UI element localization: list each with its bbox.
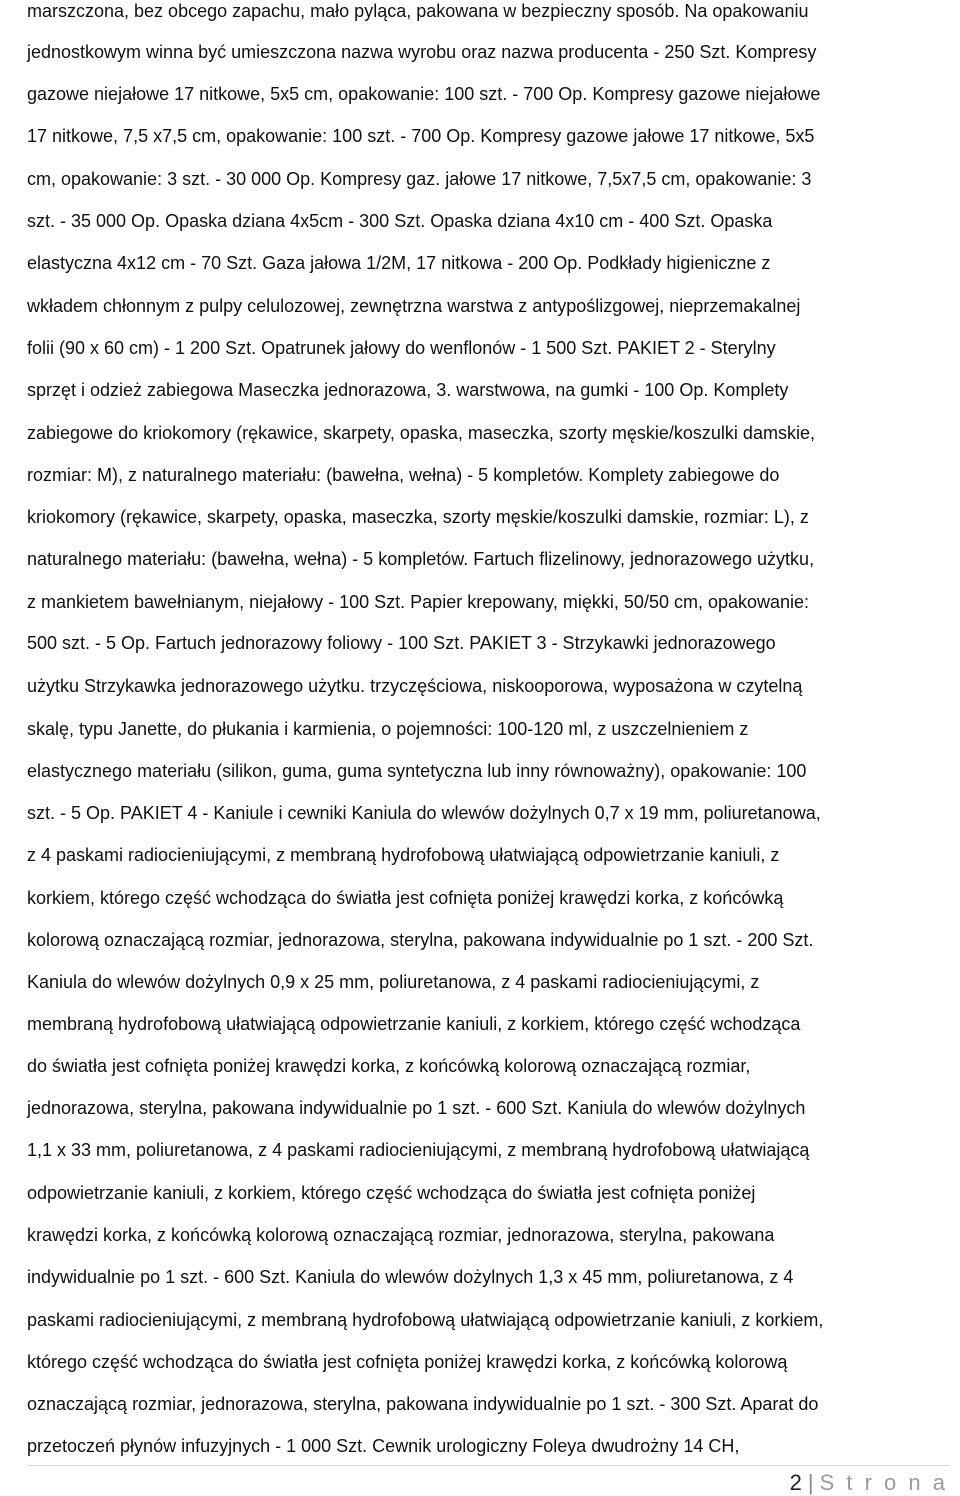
text-line: elastycznego materiału (silikon, guma, guma syntetyczna lub inny równoważny), opakowanie: 100	[27, 761, 807, 781]
text-line: paskami radiocieniującymi, z membraną hydrofobową ułatwiającą odpowietrzanie kaniuli, z korkiem,	[27, 1310, 824, 1330]
page-number: 2	[789, 1470, 802, 1495]
text-line: wkładem chłonnym z pulpy celulozowej, zewnętrzna warstwa z antypoślizgowej, nieprzemakalnej	[27, 296, 801, 316]
text-line: indywidualnie po 1 szt. - 600 Szt. Kaniula do wlewów dożylnych 1,3 x 45 mm, poliuretanowa, z 4	[27, 1267, 794, 1287]
text-line: sprzęt i odzież zabiegowa Maseczka jednorazowa, 3. warstwowa, na gumki - 100 Op. Komplety	[27, 380, 789, 400]
text-line: jednorazowa, sterylna, pakowana indywidualnie po 1 szt. - 600 Szt. Kaniula do wlewów dożylnych	[27, 1098, 806, 1118]
text-line: z 4 paskami radiocieniującymi, z membraną hydrofobową ułatwiającą odpowietrzanie kaniuli, z	[27, 845, 780, 865]
text-line: 1,1 x 33 mm, poliuretanowa, z 4 paskami radiocieniującymi, z membraną hydrofobową ułatwiającą	[27, 1140, 810, 1160]
text-line: korkiem, którego część wchodząca do światła jest cofnięta poniżej krawędzi korka, z końcówką	[27, 888, 784, 908]
footer-separator: |	[807, 1470, 814, 1495]
text-line: cm, opakowanie: 3 szt. - 30 000 Op. Kompresy gaz. jałowe 17 nitkowe, 7,5x7,5 cm, opakowanie: 3	[27, 169, 812, 189]
text-line: rozmiar: M), z naturalnego materiału: (bawełna, wełna) - 5 kompletów. Komplety zabiegowe do	[27, 465, 780, 485]
text-line: kolorową oznaczającą rozmiar, jednorazowa, sterylna, pakowana indywidualnie po 1 szt. - 200 Szt.	[27, 930, 814, 950]
text-line: szt. - 5 Op. PAKIET 4 - Kaniule i cewniki Kaniula do wlewów dożylnych 0,7 x 19 mm, poliuretanowa,	[27, 803, 821, 823]
text-line: jednostkowym winna być umieszczona nazwa wyrobu oraz nazwa producenta - 250 Szt. Kompresy	[27, 42, 817, 62]
text-line: zabiegowe do kriokomory (rękawice, skarpety, opaska, maseczka, szorty męskie/koszulki damskie,	[27, 423, 815, 443]
text-line: 500 szt. - 5 Op. Fartuch jednorazowy foliowy - 100 Szt. PAKIET 3 - Strzykawki jednorazowego	[27, 633, 776, 653]
text-line: naturalnego materiału: (bawełna, wełna) - 5 kompletów. Fartuch flizelinowy, jednorazowego użytku,	[27, 549, 815, 569]
text-line: którego część wchodząca do światła jest cofnięta poniżej krawędzi korka, z końcówką kolorową	[27, 1352, 788, 1372]
text-line: oznaczającą rozmiar, jednorazowa, sterylna, pakowana indywidualnie po 1 szt. - 300 Szt. Aparat do	[27, 1394, 819, 1414]
page-footer	[790, 1470, 948, 1496]
text-line: folii (90 x 60 cm) - 1 200 Szt. Opatrunek jałowy do wenflonów - 1 500 Szt. PAKIET 2 - Sterylny	[27, 338, 776, 358]
text-line: odpowietrzanie kaniuli, z korkiem, którego część wchodząca do światła jest cofnięta poniżej	[27, 1183, 756, 1203]
text-line: skalę, typu Janette, do płukania i karmienia, o pojemności: 100-120 ml, z uszczelnieniem z	[27, 719, 749, 739]
text-line: gazowe niejałowe 17 nitkowe, 5x5 cm, opakowanie: 100 szt. - 700 Op. Kompresy gazowe niejałowe	[27, 84, 821, 104]
footer-rule	[27, 1465, 950, 1466]
footer-label: S t r o n a	[819, 1470, 948, 1495]
text-line: 17 nitkowe, 7,5 x7,5 cm, opakowanie: 100 szt. - 700 Op. Kompresy gazowe jałowe 17 nitkowe, 5x5	[27, 126, 815, 146]
text-line: elastyczna 4x12 cm - 70 Szt. Gaza jałowa 1/2M, 17 nitkowa - 200 Op. Podkłady higieniczne z	[27, 253, 771, 273]
text-line: membraną hydrofobową ułatwiającą odpowietrzanie kaniuli, z korkiem, którego część wchodząca	[27, 1014, 801, 1034]
text-line: z mankietem bawełnianym, niejałowy - 100 Szt. Papier krepowany, miękki, 50/50 cm, opakowanie:	[27, 592, 810, 612]
text-line: do światła jest cofnięta poniżej krawędzi korka, z końcówką kolorową oznaczającą rozmiar,	[27, 1056, 751, 1076]
text-line: użytku Strzykawka jednorazowego użytku. trzyczęściowa, niskooporowa, wyposażona w czytelną	[27, 676, 803, 696]
text-line: marszczona, bez obcego zapachu, mało pyląca, pakowana w bezpieczny sposób. Na opakowaniu	[27, 1, 809, 21]
text-line: przetoczeń płynów infuzyjnych - 1 000 Szt. Cewnik urologiczny Foleya dwudrożny 14 CH,	[27, 1436, 740, 1456]
text-line: krawędzi korka, z końcówką kolorową oznaczającą rozmiar, jednorazowa, sterylna, pakowana	[27, 1225, 775, 1245]
text-line: Kaniula do wlewów dożylnych 0,9 x 25 mm, poliuretanowa, z 4 paskami radiocieniującymi, z	[27, 972, 760, 992]
text-line: kriokomory (rękawice, skarpety, opaska, maseczka, szorty męskie/koszulki damskie, rozmiar: L), z	[27, 507, 809, 527]
text-line: szt. - 35 000 Op. Opaska dziana 4x5cm - 300 Szt. Opaska dziana 4x10 cm - 400 Szt. Opaska	[27, 211, 773, 231]
